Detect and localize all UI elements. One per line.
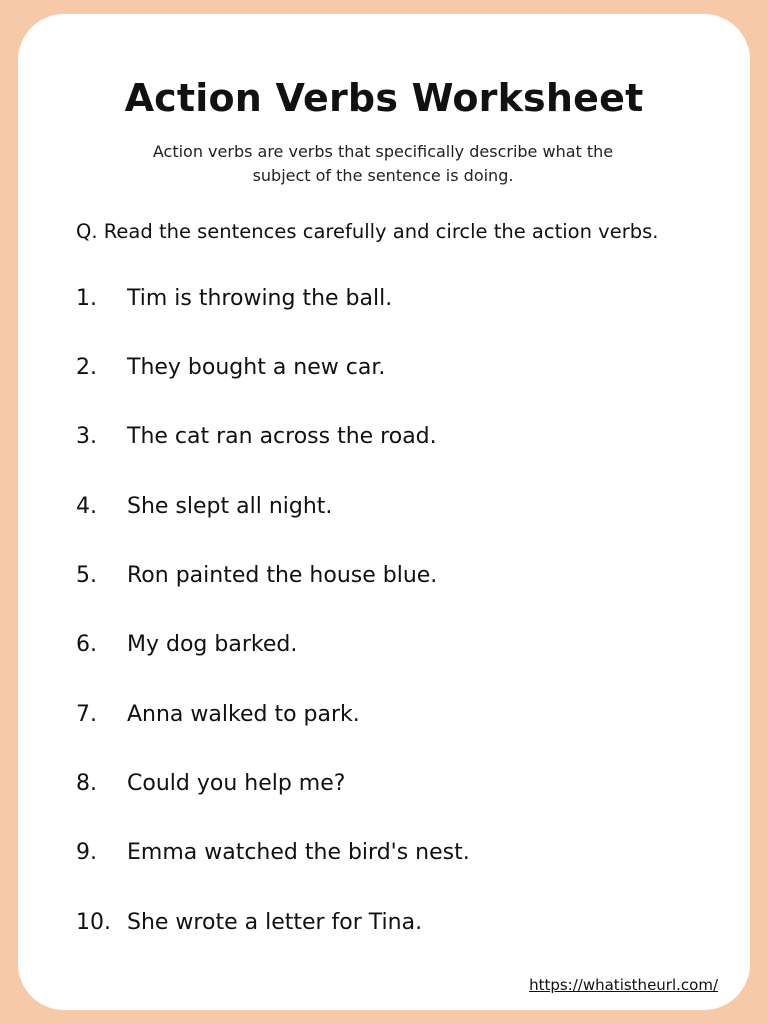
description-line-2: subject of the sentence is doing. <box>252 166 514 185</box>
source-url-link[interactable]: https://whatistheurl.com/ <box>529 976 718 994</box>
item-number: 9. <box>76 840 97 865</box>
item-sentence: Ron painted the house blue. <box>127 563 438 588</box>
item-sentence: Tim is throwing the ball. <box>127 286 393 311</box>
item-number: 7. <box>76 702 97 727</box>
description <box>98 140 668 188</box>
item-number: 10. <box>76 910 111 935</box>
item-sentence: The cat ran across the road. <box>127 424 437 449</box>
item-number: 2. <box>76 355 97 380</box>
item-sentence: They bought a new car. <box>127 355 386 380</box>
item-number: 5. <box>76 563 97 588</box>
item-number: 1. <box>76 286 97 311</box>
item-sentence: She wrote a letter for Tina. <box>127 910 423 935</box>
item-number: 8. <box>76 771 97 796</box>
item-sentence: Emma watched the bird's nest. <box>127 840 470 865</box>
item-sentence: Anna walked to park. <box>127 702 360 727</box>
question-instruction: Q. Read the sentences carefully and circle the action verbs. <box>76 220 659 243</box>
item-sentence: She slept all night. <box>127 494 333 519</box>
page-title: Action Verbs Worksheet <box>124 76 644 120</box>
description-line-1: Action verbs are verbs that specifically describe what the <box>152 142 614 161</box>
item-sentence: Could you help me? <box>127 771 346 796</box>
item-sentence: My dog barked. <box>127 632 298 657</box>
item-number: 6. <box>76 632 97 657</box>
worksheet-card <box>18 14 750 1010</box>
item-number: 3. <box>76 424 97 449</box>
item-number: 4. <box>76 494 97 519</box>
